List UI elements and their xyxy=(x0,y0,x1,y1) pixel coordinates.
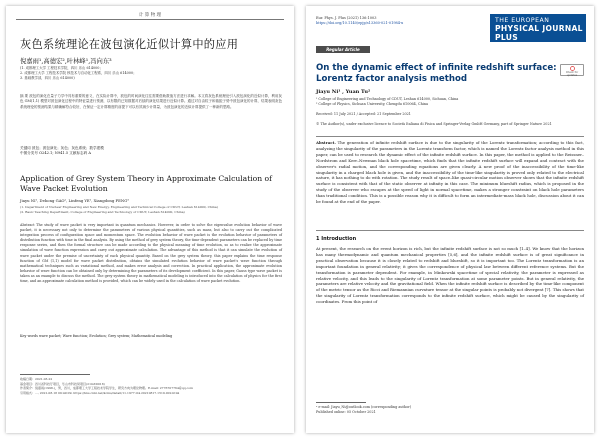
keywords-en: Key words wave packet; Wave function; Evolution; Grey system; Mathematical modeling xyxy=(20,334,173,338)
affiliations-en xyxy=(20,205,282,214)
journal-logo-line: THE EUROPEAN xyxy=(495,17,550,24)
left-paper-page xyxy=(6,6,294,433)
affiliation-line: (1. 成都理工大学 工程技术学院，四川 乐山 614000； xyxy=(20,66,103,70)
affiliation-line: 3. 基础教学部，四川 乐山 614000) xyxy=(20,76,75,80)
affiliations-cn xyxy=(20,66,284,81)
journal-logo xyxy=(490,14,586,42)
footnote-rule xyxy=(316,402,366,403)
paper-title: On the dynamic effect of infinite redshift surface: Lorentz factor analysis method xyxy=(316,63,557,84)
authors-cn: 倪嘉雨¹,高德宏²,叶林峰¹,冯向东³ xyxy=(20,58,112,65)
footnote-line: 引用格式：..., 2021-08-18 09:49:09. https://kns.cnki.net/kcms/detail/11.1977.O4.20210817.1519.002.html xyxy=(20,390,180,395)
keywords-cn: 关键词 波包；波包演化；灰色；灰色系统；数学建模 xyxy=(20,146,104,150)
section-rule xyxy=(316,136,584,137)
published-date: Published online: 05 October 2021 xyxy=(316,409,376,414)
footnote-line: 收稿日期：2021-03-22 xyxy=(20,377,53,381)
check-for-updates-badge[interactable] xyxy=(560,64,584,76)
abstract-en: Abstract The study of wave packet is very important in quantum mechanics. However, in order to solve the eigenvalue evolution behavior of wave packet, it is necessary not only to determine the parameters of various physical quantities, such as mass, but also to carry out the complicated integration process of configuration space and momentum space. The evolution behavior of wave packet is the evolution behavior of parameters of distribution function with time in the final analysis. By using the method of grey system theory, the time-dependent parameters can be replaced by time response series, and then the formal structure can be made according to the physical meaning of time evolution, so as to realize the approximate simulation of wave function expression and carry out approximate calculation. The advantage of this method is that it can simulate the evolution of wave packet under the premise of uncertainty of each physical quantity. Based on the grey system theory, this paper explains the time response function of GM (1,1) model for wave packet distribution, obtains the simulated evolution behavior of wave packet's wave function through mathematical techniques such as variational method, and makes error analysis and correction. In practical application, the approximate evolution behavior of wave function can be obtained only by determining the parameters of its development coefficient. In this paper, Gauss type wave packet is taken as an example to discuss the method. The grey system theory in mathematical modeling is introduced into the calculation of physics for the first time, and an approximate calculation method is provided, which can be widely used in the calculation of wave packet evolution. xyxy=(20,223,282,284)
header-rule xyxy=(16,19,284,20)
right-paper-page xyxy=(306,6,594,433)
authors-en: Jiayu NI¹, Dehong GAO², Linfeng YE¹, Xiangdong FENG³ xyxy=(20,198,129,203)
footnote-line: 基金项目：四川省科技厅项目，乐山市科技局项目(21GZD018) xyxy=(20,381,105,386)
footnote-rule xyxy=(20,374,90,375)
footnotes xyxy=(316,405,584,415)
abstract-cn: 摘 要 波包的演化在量子力学中具有重要的意义，在实际计算中，波包的时间演化往往需要借助数值方法进行求解。本文将灰色系统理论引入波包演化的近似计算，利用灰色 GM(1,1) 模型对波包演化过程中的特征量进行预测，以有限的已知数据对后续的演化结果进行近似计算。通过对自由粒子和谐振子势中波包演化的计算，结果表明灰色系统理论的预测结果与精确解符合较好，在保证一定计算精度的前提下可以有效减少计算量，为波包演化的近似计算提供了一种新的思路。 xyxy=(20,94,282,109)
received-dates: Received: 11 July 2021 / Accepted: 21 September 2021 xyxy=(316,112,411,116)
abstract xyxy=(316,140,584,205)
affiliation-line: (1. Department of Nuclear Engineering and New Energy, Engineering and Technical College of CDUT, Leshan 614000, China) xyxy=(20,205,218,209)
keywords-cn-block xyxy=(20,146,282,157)
corresponding-email[interactable]: ᵃ e-mail: Jiayu_Ni@outlook.com (corresponding author) xyxy=(316,405,412,409)
citation-block xyxy=(316,16,436,26)
intro-text: At present, the research on the event horizon is rich, but the infinite redshift surface is not so much [1–4]. We know that the horizon has many thermodynamic and quantum mechanical properties [5,6], and the infinite redshift surface is of great significance in practical observation because it is closely related to redshift and blueshift, so it is important too. The Lorentz transformation is an important foundation in general relativity; it gives the correspondence of physical law between different reference systems. But the transformation is parameter dependent. For example, in Minkowski spacetime of special relativity, the parameter is expressed as relative velocity, and this leads to the singularity of Lorentz transformation at some parameter points. But in general relativity, the parameters are relative velocity and the gravitational field. When the infinite redshift surface is described by the time-like component of the metric tensor as the Ricci and Riemannian curvature tensor at the singular points is probably not divergent [7]. This shows that the singularity of Lorentz transformation corresponds to the infinite redshift surface, which might be caused by the singularity of coordinates. From this point of xyxy=(316,246,584,305)
abstract-text: The generation of infinite redshift surface is due to the singularity of the Lorentz transformation; according to this fact, analyzing the singularity of the parameters in the Lorentz transform factor, which is named the Lorentz factor analysis method in this paper, can be used to research the dynamic effect of the infinite redshift surface. In this paper, the method is applied to the Reissner–Nordstrom and Kerr–Newman black hole spacetime, which finds that the infinite redshift surface will expand and contract with the observer's radial motion, and the corresponding equations are given clearly. A new proof of the inaccessibility of the time-like singularity in a charged black hole is given, and the inaccessibility of the time-like singularity is proved only related to the electrical nature, it has nothing to do with rotation. The study result of space–like quasi-circular motion observer shows that the infinite redshift surface is consistent with that of the static observer at infinity in this case. The minimum blueshift radius, which is proposed in the study of the observer who escapes at the speed of light in normal spacetime, makes a stronger constraint on black hole parameters than traditional condition. This is a possible reason why it is difficult to form an intermediate-mass black hole, discussion about it can be found at the end of the paper. xyxy=(316,140,584,205)
copyright-notice: © The Author(s), under exclusive licence to Società Italiana di Fisica and Springer-Verlag GmbH Germany, part of Springer Nature 2021 xyxy=(316,122,552,126)
running-header: 计 算 物 理 xyxy=(138,13,162,18)
citation-line: Eur. Phys. J. Plus (2021) 136:1003 xyxy=(316,16,377,20)
abstract-label: Abstract. xyxy=(316,140,336,145)
journal-logo-line: PHYSICAL JOURNAL PLUS xyxy=(495,24,583,42)
footnotes xyxy=(20,377,282,395)
affiliation-line: (2. Basic Teaching Department, College of Engineering and Technology of CDUT, Leshan 614000, China) xyxy=(20,209,185,214)
intro-heading: 1 Introduction xyxy=(316,236,357,242)
section-rule xyxy=(316,230,584,231)
affiliation-line: ¹ College of Engineering and Technology of CDUT, Leshan 614000, Sichuan, China xyxy=(316,97,459,101)
paper-title-en: Application of Grey System Theory in Approximate Calculation of Wave Packet Evolution xyxy=(20,174,272,193)
footnote-line: 作者简介：倪嘉雨(1998-)，男，四川，成都理工大学工程技术学院学生，研究方向为理论物理。E-mail: 2776707764@qq.com xyxy=(20,386,193,391)
affiliations xyxy=(316,97,584,107)
authors: Jiayu Ni¹ , Yuan Tu² xyxy=(316,89,371,95)
doi-link[interactable]: https://doi.org/10.1140/epjp/s13360-021-01984-x xyxy=(316,20,404,25)
article-type-badge: Regular Article xyxy=(316,46,370,53)
affiliation-line: ² College of Physics, Sichuan University, Chengdu 610064, China xyxy=(316,101,429,106)
affiliation-line: 2. 成都理工大学 工程技术学院 核技术与自动化工程系，四川 乐山 614000； xyxy=(20,71,137,75)
check-updates-label: Check for updates xyxy=(565,70,579,77)
paper-title-cn: 灰色系统理论在波包演化近似计算中的应用 xyxy=(20,38,239,51)
classification-cn: 中图分类号 O242.1; N941.5 文献标志码 A xyxy=(20,151,91,156)
